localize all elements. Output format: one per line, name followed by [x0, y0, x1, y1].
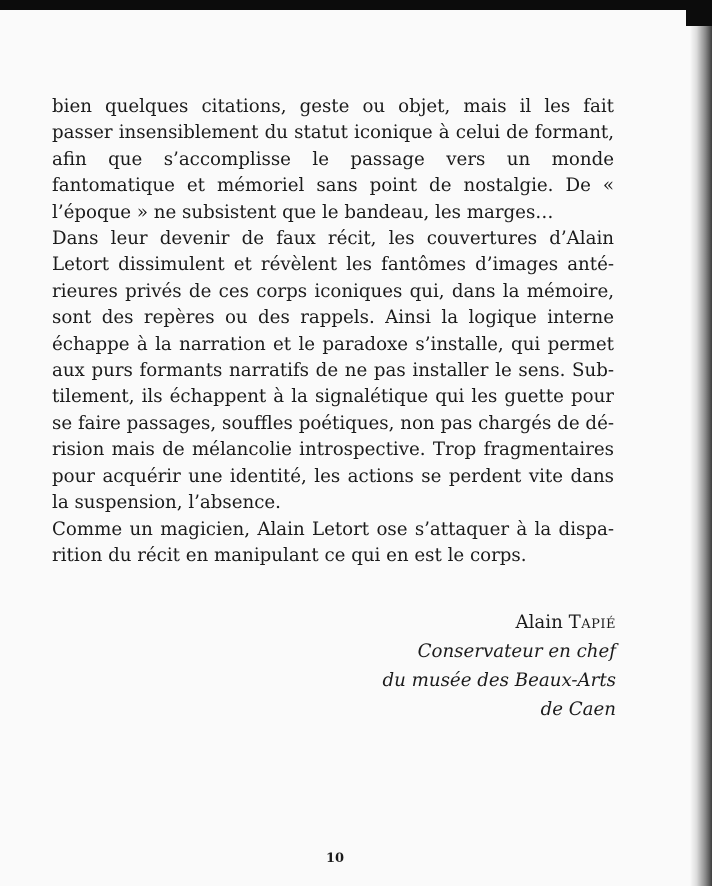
author-city: de Caen: [540, 699, 616, 720]
author-name: [383, 608, 617, 637]
author-first-name: Alain: [515, 612, 563, 633]
page-number: 10: [325, 851, 345, 866]
paragraph-1: bien quelques citations, geste ou objet, mais il les fait passer insensiblement du statut iconique à celui de formant, afin que s’accomplisse le passage vers un monde fantomatique et mémoriel sans point de nostalgie. De « l’époque » ne subsistent que le bandeau, les marges…: [52, 96, 614, 223]
signature-block: [383, 608, 617, 724]
scan-top-edge: [0, 0, 712, 10]
scan-corner-shadow: [686, 0, 712, 26]
author-last-name: Tapié: [568, 612, 616, 633]
body-text: [52, 94, 614, 569]
author-institution: du musée des Beaux-Arts: [382, 670, 616, 691]
author-title: Conservateur en chef: [417, 641, 616, 662]
paragraph-2: Dans leur devenir de faux récit, les couvertures d’Alain Letort dissimulent et révèlent les fantômes d’images antérieures privés de ces corps iconiques qui, dans la mémoire, sont des repères ou des rappels. Ainsi la logique interne échappe à la narration et le paradoxe s’installe, qui permet aux purs formants narratifs de ne pas installer le sens. Subtilement, ils échappent à la signalétique qui les guette pour se faire passages, souffles poétiques, non pas chargés de dérision mais de mélancolie introspective. Trop fragmentaires pour acquérir une identité, les actions se perdent vite dans la suspension, l’absence.: [52, 228, 614, 514]
paragraph-3: Comme un magicien, Alain Letort ose s’attaquer à la disparition du récit en manipulant ce qui en est le corps.: [52, 518, 614, 566]
scan-binding-shadow: [690, 0, 712, 886]
